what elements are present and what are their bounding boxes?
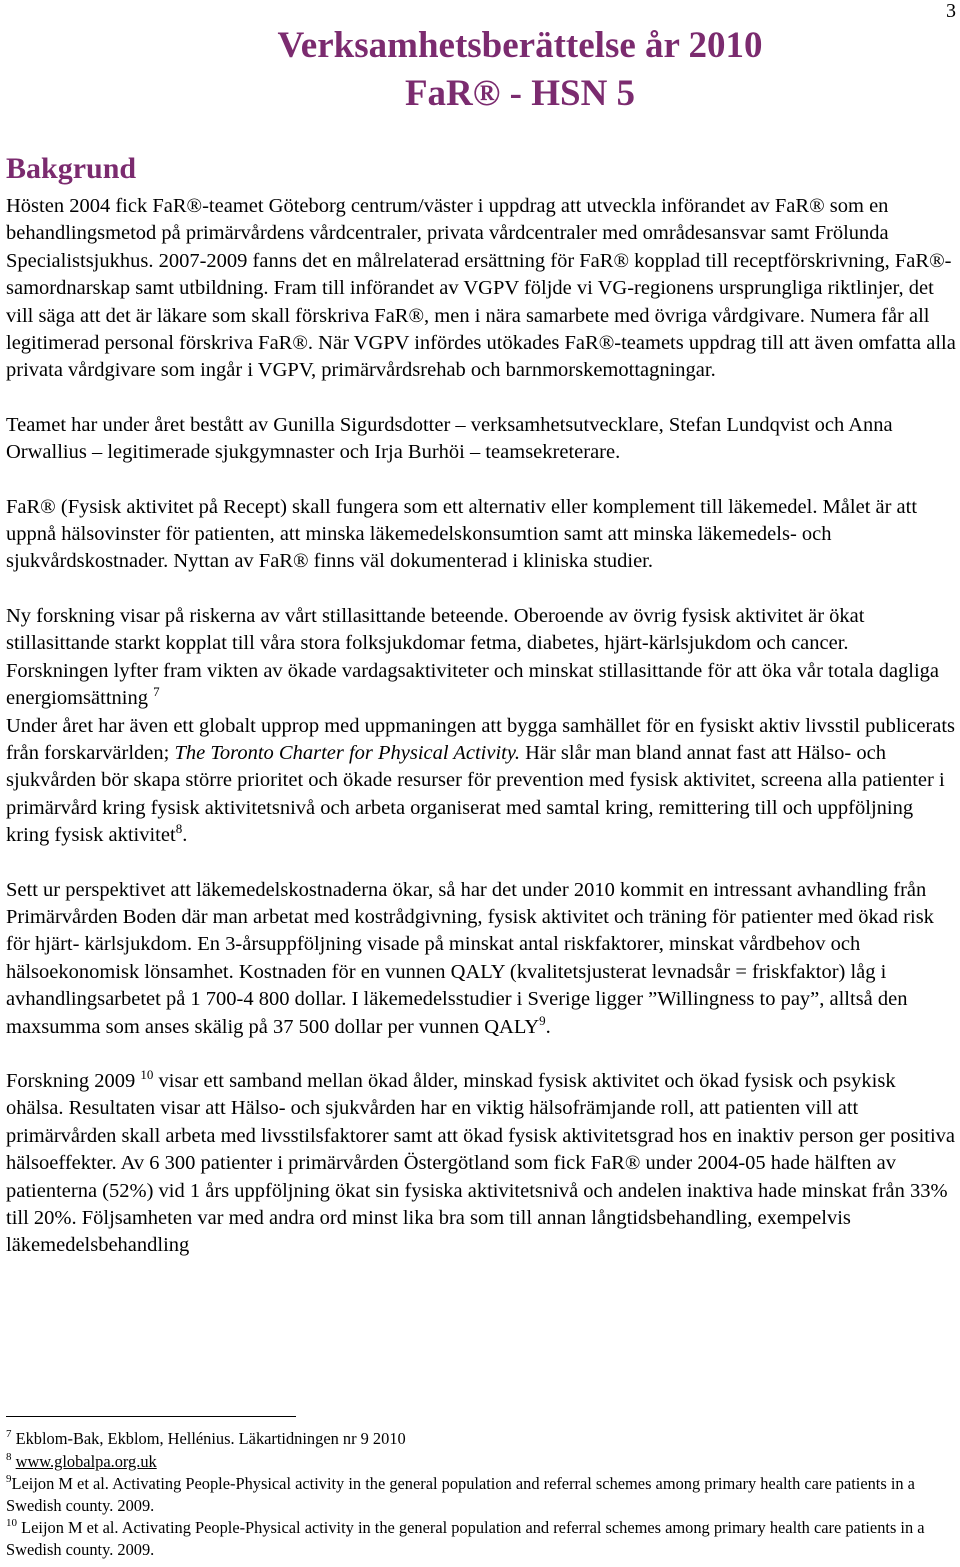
research-pre: Forskning 2009 [6,1069,141,1092]
costs-end: . [545,1015,551,1038]
costs-text: Sett ur perspektivet att läkemedelskostnaderna ökar, så har det under 2010 kommit en intressant avhandling från Primärvården Boden där man arbetat med kostrådgivning, fysisk aktivitet och träning för patienter med ökad risk för hjärt- kärlsjukdom. En 3-årsuppföljning visade på minskat antal riskfaktorer, minskat vårdbehov och hälsoekonomisk lönsamhet. Kostnaden för en vunnen QALY (kvalitetsjusterat levnadsår = friskfaktor) låg i avhandlingsarbetet på 1 700-4 800 dollar. I läkemedelsstudier i Sverige ligger ”Willingness to pay”, alltså den maxsumma som anses skälig på 37 500 dollar per vunnen QALY [6,878,934,1038]
footnote-text: Leijon M et al. Activating People-Physical activity in the general population and referral schemes among primary health care patients in a Swedish county. 2009. [6,1518,925,1559]
footnote-10 [6,1517,956,1560]
toronto-post: Här slår man bland annat fast att Hälso- och sjukvården bör skapa större prioritet och ökade resurser för prevention med fysisk aktivitet, screena alla patienter i primärvård kring fysisk aktivitetsnivå och arbeta organiserat med samtal kring, remittering till och uppföljning kring fysisk aktivitet [6,741,945,847]
footnote-divider [6,1416,296,1417]
footnote-ref-8: 8 [175,821,183,837]
footnote-number: 7 [6,1428,12,1440]
footnote-number: 10 [6,1517,17,1530]
toronto-end: . [182,824,188,847]
paragraph-sedentary-text: Ny forskning visar på riskerna av vårt stillasittande beteende. Oberoende av övrig fysisk aktivitet är ökat stillasittande starkt kopplat till våra stora folksjukdomar fetma, diabetes, hjärt-kärlsjukdom och cancer. Forskningen lyfter fram vikten av ökade vardagsaktiviteter och minskat stillasittande för att öka vår totala dagliga energiomsättning [6,604,940,710]
section-heading: Bakgrund [6,152,137,185]
paragraph-sedentary [6,603,956,713]
paragraph-far-goal: FaR® (Fysisk aktivitet på Recept) skall fungera som ett alternativ eller komplement till läkemedel. Målet är att uppnå hälsovinster för patienten, att minska läkemedelskonsumtion samt att minska läkemedels- och sjukvårdskostnader. Nyttan av FaR® finns väl dokumenterad i kliniska studier. [6,495,918,573]
footnote-9 [6,1473,956,1516]
footnote-number: 9 [6,1473,12,1486]
page-number: 3 [946,0,956,22]
footnote-7 [6,1428,956,1450]
toronto-pre: Under året har även ett globalt upprop med uppmaningen att bygga samhället för en fysiskt aktiv livsstil publicerats från forskarvärlden; [6,714,956,764]
footnote-text: Ekblom-Bak, Ekblom, Hellénius. Läkartidningen nr 9 2010 [11,1429,406,1448]
title-line-1: Verksamhetsberättelse år 2010 [277,25,763,66]
body-text [6,193,956,1260]
footnotes [6,1428,956,1562]
globalpa-link[interactable]: www.globalpa.org.uk [15,1451,157,1471]
footnote-8 [6,1451,956,1473]
footnote-ref-10: 10 [140,1066,154,1082]
paragraph-research-2009 [6,1068,956,1260]
paragraph-team: Teamet har under året bestått av Gunilla Sigurdsdotter – verksamhetsutvecklare, Stefan Lundqvist och Anna Orwallius – legitimerade sjukgymnaster och Irja Burhöi – teamsekreterare. [6,413,893,464]
footnote-ref-7: 7 [153,684,160,700]
paragraph-toronto-charter [6,713,956,850]
toronto-charter-title: The Toronto Charter for Physical Activity. [174,741,520,764]
paragraph-costs [6,877,956,1041]
footnote-number: 8 [6,1450,12,1463]
title-line-2: FaR® - HSN 5 [404,73,636,114]
footnote-text: Leijon M et al. Activating People-Physical activity in the general population and referral schemes among primary health care patients in a Swedish county. 2009. [6,1474,915,1515]
paragraph-background: Hösten 2004 fick FaR®-teamet Göteborg centrum/väster i uppdrag att utveckla införandet av FaR® som en behandlingsmetod på primärvårdens vårdcentraler, privata vårdcentraler med områdesansvar samt Frölunda Specialistsjukhus. 2007-2009 fanns det en målrelaterad ersättning för FaR® kopplad till receptförskrivning, FaR®-samordnarskap samt utbildning. Fram till införandet av VGPV följde vi VG-regionens ursprungliga riktlinjer, det vill säga att det är läkare som skall förskriva FaR®, men i nära samarbete med övriga vårdgivare. Numera får all legitimerad personal förskriva FaR®. När VGPV infördes utökades FaR®-teamets uppdrag till att även omfatta alla privata vårdgivare som ingår i VGPV, primärvårdsrehab och barnmorskemottagningar. [6,195,956,382]
research-post: visar ett samband mellan ökad ålder, minskad fysisk aktivitet och ökad fysisk och psykisk ohälsa. Resultaten visar att Hälso- och sjukvården har en viktig hälsofrämjande roll, att patienten vill att primärvården skall arbeta med livsstilsfaktorer samt att ökad fysisk aktivitetsgrad hos en inaktiv person ger positiva hälsoeffekter. Av 6 300 patienter i primärvården Östergötland som fick FaR® under 2004-05 hade hälften av patienterna (52%) vid 1 års uppföljning ökat sin fysiska aktivitetsnivå och andelen inaktiva hade minskat från 33% till 20%. Följsamheten var med andra ord minst lika bra som till annan långtidsbehandling, exempelvis läkemedelsbehandling [6,1069,956,1257]
footnote-ref-9: 9 [539,1012,546,1028]
document-title [0,22,960,118]
